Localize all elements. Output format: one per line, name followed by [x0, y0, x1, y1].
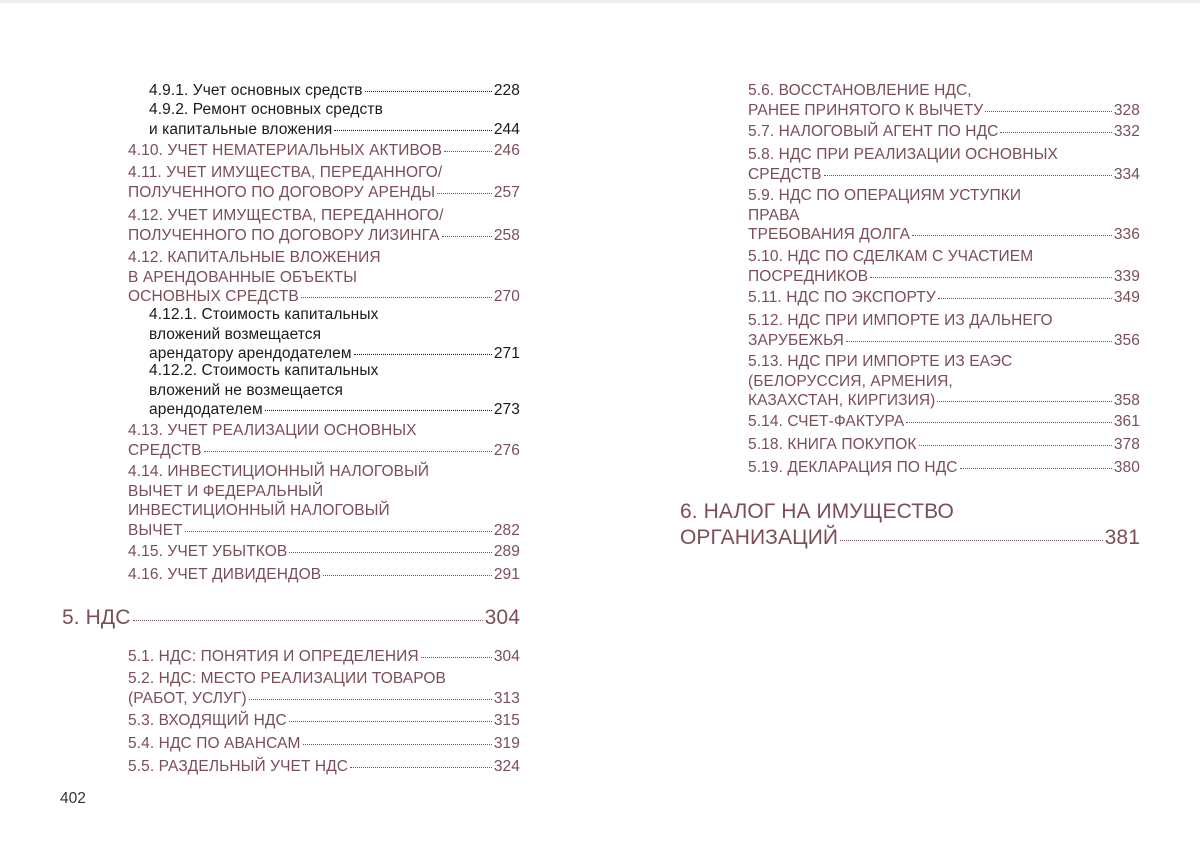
toc-entry-page: 273	[493, 401, 520, 418]
toc-entry-title: 5.7. НАЛОГОВЫЙ АГЕНТ ПО НДС	[748, 123, 999, 140]
toc-entry-main[interactable]	[748, 187, 1140, 246]
toc-entry-page: 244	[493, 120, 520, 138]
toc-entry-main[interactable]	[748, 353, 1140, 412]
toc-entry-page: 324	[493, 758, 520, 775]
toc-entry-title: 4.9.2. Ремонт основных средств	[149, 101, 383, 118]
toc-entry-main[interactable]	[128, 543, 520, 563]
toc-entry-page: 381	[1104, 526, 1140, 549]
toc-entry-title: вложений не возмещается	[149, 381, 343, 399]
toc-entry-title: 4.16. УЧЕТ ДИВИДЕНДОВ	[128, 566, 322, 583]
toc-entry-page: 378	[1113, 436, 1140, 453]
toc-entry-title: 5.14. СЧЕТ-ФАКТУРА	[748, 413, 905, 430]
toc-entry-title: ОРГАНИЗАЦИЙ	[680, 526, 839, 549]
toc-entry-title: 5.3. ВХОДЯЩИЙ НДС	[128, 712, 287, 729]
toc-entry-page: 315	[493, 712, 520, 729]
toc-entry-sub[interactable]	[149, 362, 520, 421]
toc-entry-title: ОСНОВНЫХ СРЕДСТВ	[128, 288, 299, 305]
toc-entry-main[interactable]	[128, 164, 520, 203]
toc-entry-title: 5.5. РАЗДЕЛЬНЫЙ УЧЕТ НДС	[128, 758, 349, 775]
dot-leader	[249, 699, 492, 700]
toc-entry-main[interactable]	[128, 648, 520, 668]
toc-entry-title: ПОСРЕДНИКОВ	[748, 267, 869, 285]
dot-leader	[1000, 132, 1111, 133]
toc-entry-main[interactable]	[748, 312, 1140, 351]
toc-entry-title: ВЫЧЕТ И ФЕДЕРАЛЬНЫЙ	[128, 482, 324, 500]
toc-entry-page: 246	[493, 142, 520, 159]
toc-entry-title: 4.11. УЧЕТ ИМУЩЕСТВА, ПЕРЕДАННОГО/	[128, 164, 443, 181]
dot-leader	[265, 410, 492, 411]
toc-entry-main[interactable]	[128, 422, 520, 461]
dot-leader	[334, 130, 491, 131]
toc-entry-title: 5.11. НДС ПО ЭКСПОРТУ	[748, 289, 936, 306]
toc-entry-main[interactable]	[128, 712, 520, 732]
toc-entry-title: (БЕЛОРУССИЯ, АРМЕНИЯ,	[748, 372, 953, 390]
toc-entry-page: 304	[484, 606, 520, 629]
toc-entry-title: КАЗАХСТАН, КИРГИЗИЯ)	[748, 392, 936, 409]
toc-entry-title: (РАБОТ, УСЛУГ)	[128, 689, 247, 707]
toc-entry-main[interactable]	[128, 758, 520, 778]
toc-entry-title: В АРЕНДОВАННЫЕ ОБЪЕКТЫ	[128, 268, 358, 286]
toc-entry-title: ПРАВА	[748, 206, 800, 224]
dot-leader	[846, 341, 1112, 342]
dot-leader	[442, 236, 492, 237]
toc-entry-title: 5.19. ДЕКЛАРАЦИЯ ПО НДС	[748, 459, 958, 476]
dot-leader	[960, 468, 1112, 469]
toc-entry-page: 339	[1113, 267, 1140, 285]
toc-entry-page: 361	[1113, 413, 1140, 430]
toc-entry-sub[interactable]	[149, 82, 520, 102]
toc-entry-title: 5.12. НДС ПРИ ИМПОРТЕ ИЗ ДАЛЬНЕГО	[748, 312, 1053, 329]
toc-entry-title: и капитальные вложения	[149, 120, 333, 138]
dot-leader	[444, 151, 492, 152]
dot-leader	[185, 531, 492, 532]
toc-entry-page: 358	[1113, 392, 1140, 409]
dot-leader	[906, 422, 1112, 423]
toc-entry-page: 328	[1113, 101, 1140, 119]
toc-entry-page: 258	[493, 226, 520, 244]
toc-entry-title: арендатору арендодателем	[149, 345, 352, 362]
toc-entry-page: 276	[493, 441, 520, 459]
dot-leader	[354, 354, 492, 355]
toc-entry-main[interactable]	[748, 146, 1140, 185]
toc-entry-page: 291	[493, 566, 520, 583]
toc-entry-title: 5.18. КНИГА ПОКУПОК	[748, 436, 917, 453]
dot-leader	[323, 575, 492, 576]
dot-leader	[919, 445, 1112, 446]
toc-entry-title: ЗАРУБЕЖЬЯ	[748, 331, 844, 349]
toc-entry-page: 271	[493, 345, 520, 362]
toc-entry-main[interactable]	[748, 289, 1140, 309]
toc-entry-title: СРЕДСТВ	[748, 165, 822, 183]
toc-entry-title: СРЕДСТВ	[128, 441, 202, 459]
page-number: 402	[60, 790, 86, 807]
toc-entry-main[interactable]	[748, 459, 1140, 479]
toc-entry-title: 5.6. ВОССТАНОВЛЕНИЕ НДС,	[748, 82, 972, 99]
toc-entry-page: 356	[1113, 331, 1140, 349]
toc-entry-title: 4.12.1. Стоимость капитальных	[149, 306, 379, 323]
toc-entry-main[interactable]	[128, 142, 520, 162]
dot-leader	[938, 298, 1112, 299]
toc-entry-main[interactable]	[128, 566, 520, 586]
dot-leader	[204, 451, 492, 452]
toc-entry-main[interactable]	[128, 670, 520, 709]
toc-entry-main[interactable]	[748, 413, 1140, 433]
toc-entry-page: 313	[493, 689, 520, 707]
toc-entry-title: 4.14. ИНВЕСТИЦИОННЫЙ НАЛОГОВЫЙ	[128, 463, 430, 480]
dot-leader	[840, 540, 1103, 541]
toc-entry-title: 6. НАЛОГ НА ИМУЩЕСТВО	[680, 500, 954, 523]
dot-leader	[289, 721, 492, 722]
toc-entry-title: 4.12.2. Стоимость капитальных	[149, 362, 379, 379]
toc-entry-title: 5. НДС	[62, 606, 131, 629]
toc-entry-title: 5.8. НДС ПРИ РЕАЛИЗАЦИИ ОСНОВНЫХ	[748, 146, 1058, 163]
toc-entry-page: 228	[493, 82, 520, 99]
toc-entry-title: 4.12. УЧЕТ ИМУЩЕСТВА, ПЕРЕДАННОГО/	[128, 207, 444, 224]
toc-entry-title: ПОЛУЧЕННОГО ПО ДОГОВОРУ АРЕНДЫ	[128, 183, 436, 201]
toc-entry-page: 380	[1113, 459, 1140, 476]
dot-leader	[301, 297, 492, 298]
toc-entry-main[interactable]	[748, 82, 1140, 121]
toc-entry-main[interactable]	[748, 248, 1140, 287]
toc-entry-title: ПОЛУЧЕННОГО ПО ДОГОВОРУ ЛИЗИНГА	[128, 226, 440, 244]
toc-entry-title: 5.13. НДС ПРИ ИМПОРТЕ ИЗ ЕАЭС	[748, 353, 1013, 370]
dot-leader	[912, 235, 1112, 236]
dot-leader	[437, 193, 492, 194]
toc-entry-title: 5.10. НДС ПО СДЕЛКАМ С УЧАСТИЕМ	[748, 248, 1034, 265]
toc-entry-main[interactable]	[748, 436, 1140, 456]
toc-entry-chapter[interactable]	[680, 500, 1140, 552]
toc-entry-title: ВЫЧЕТ	[128, 521, 183, 539]
toc-entry-title: арендодателем	[149, 401, 263, 418]
dot-leader	[350, 767, 492, 768]
toc-entry-title: вложений возмещается	[149, 325, 322, 343]
dot-leader	[303, 744, 492, 745]
dot-leader	[870, 277, 1112, 278]
dot-leader	[937, 401, 1111, 402]
toc-entry-page: 349	[1113, 289, 1140, 306]
toc-entry-title: 5.4. НДС ПО АВАНСАМ	[128, 735, 301, 752]
toc-entry-main[interactable]	[128, 207, 520, 246]
toc-entry-page: 289	[493, 543, 520, 560]
top-border	[0, 0, 1200, 3]
dot-leader	[985, 111, 1112, 112]
toc-entry-page: 334	[1113, 165, 1140, 183]
toc-entry-page: 304	[493, 648, 520, 665]
dot-leader	[133, 620, 483, 621]
toc-entry-title: 4.10. УЧЕТ НЕМАТЕРИАЛЬНЫХ АКТИВОВ	[128, 142, 443, 159]
toc-entry-title: 4.15. УЧЕТ УБЫТКОВ	[128, 543, 288, 560]
toc-entry-sub[interactable]	[149, 306, 520, 365]
dot-leader	[365, 91, 492, 92]
toc-entry-page: 332	[1113, 123, 1140, 140]
toc-entry-title: ТРЕБОВАНИЯ ДОЛГА	[748, 226, 911, 243]
toc-entry-title: 5.1. НДС: ПОНЯТИЯ И ОПРЕДЕЛЕНИЯ	[128, 648, 419, 665]
toc-entry-page: 270	[493, 288, 520, 305]
toc-entry-title: РАНЕЕ ПРИНЯТОГО К ВЫЧЕТУ	[748, 101, 984, 119]
toc-entry-page: 257	[493, 183, 520, 201]
toc-entry-main[interactable]	[128, 463, 520, 541]
toc-entry-title: 4.12. КАПИТАЛЬНЫЕ ВЛОЖЕНИЯ	[128, 249, 381, 266]
toc-entry-title: ИНВЕСТИЦИОННЫЙ НАЛОГОВЫЙ	[128, 502, 390, 519]
toc-entry-page: 336	[1113, 226, 1140, 243]
toc-entry-main[interactable]	[128, 735, 520, 755]
toc-entry-chapter[interactable]	[62, 606, 520, 632]
toc-entry-title: 4.13. УЧЕТ РЕАЛИЗАЦИИ ОСНОВНЫХ	[128, 422, 417, 439]
toc-entry-page: 282	[493, 521, 520, 539]
toc-entry-main[interactable]	[748, 123, 1140, 143]
toc-entry-title: 5.9. НДС ПО ОПЕРАЦИЯМ УСТУПКИ	[748, 187, 1022, 204]
toc-entry-page: 319	[493, 735, 520, 752]
toc-entry-main[interactable]	[128, 249, 520, 308]
toc-entry-title: 5.2. НДС: МЕСТО РЕАЛИЗАЦИИ ТОВАРОВ	[128, 670, 446, 687]
toc-entry-sub[interactable]	[149, 101, 520, 140]
toc-entry-title: 4.9.1. Учет основных средств	[149, 82, 363, 99]
dot-leader	[421, 657, 492, 658]
dot-leader	[289, 552, 492, 553]
dot-leader	[824, 175, 1112, 176]
